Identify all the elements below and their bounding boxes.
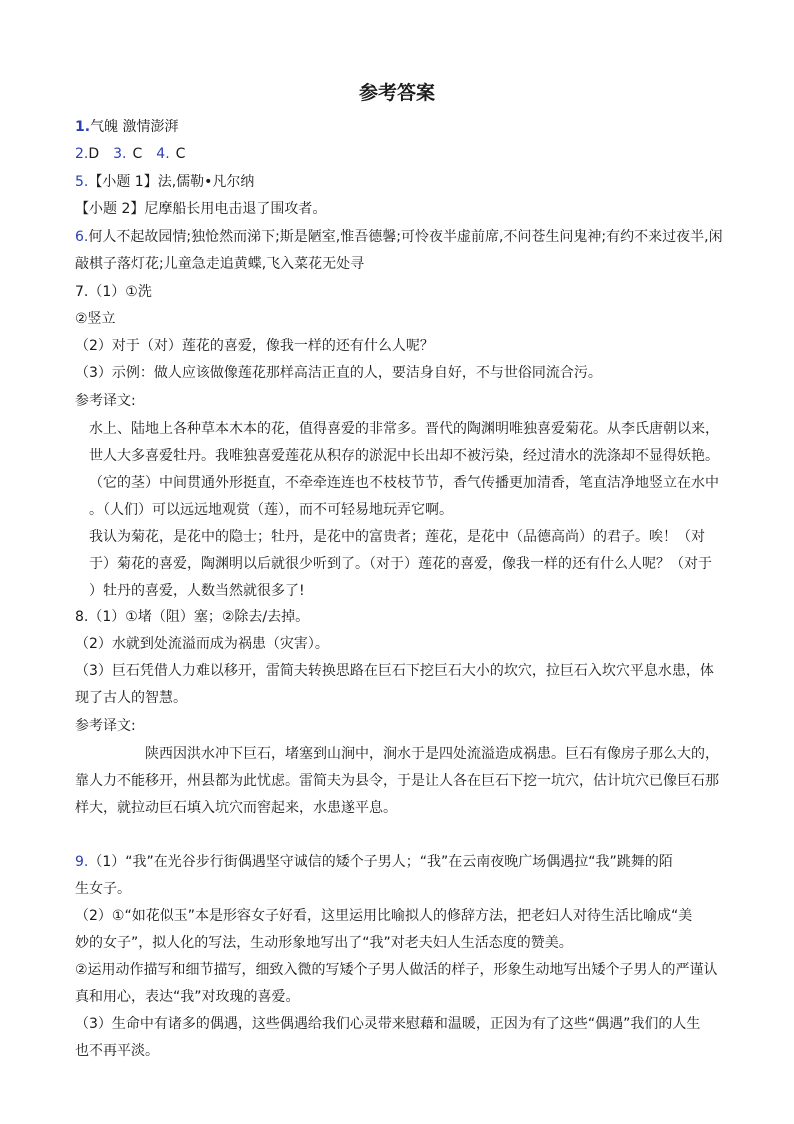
answer-5-line-2: 【小题 2】尼摩船长用电击退了围攻者。 xyxy=(75,201,327,217)
answer-5-line-1 xyxy=(75,172,254,192)
translation-line: 陕西因洪水冲下巨石，堵塞到山涧中，涧水于是四处流溢造成祸患。巨石有像房子那么大的， xyxy=(145,746,719,762)
question-number: 1. xyxy=(75,119,91,135)
question-number: 3. xyxy=(113,146,127,162)
answer-9-line-1 xyxy=(75,852,673,872)
answer-text: D xyxy=(88,146,100,162)
answer-8-line-4: 现了古人的智慧。 xyxy=(75,690,187,706)
answer-text: C xyxy=(132,146,143,162)
answer-1 xyxy=(75,117,179,137)
answer-9-line-5: ②运用动作描写和细节描写，细致入微的写矮个子男人做活的样子，形象生动地写出矮个子男人的严谨认 xyxy=(75,962,718,978)
answer-8-line-2: （2）水就到处流溢而成为祸患（灾害）。 xyxy=(75,636,329,652)
answer-text: C xyxy=(175,146,186,162)
translation-line: 世人大多喜爱牡丹。我唯独喜爱莲花从积存的淤泥中长出却不被污染，经过清水的洗涤却不显得妖艳。 xyxy=(89,448,719,464)
answer-9-line-2: 生女子。 xyxy=(75,881,131,897)
answer-text: （1）“我”在光谷步行街偶遇坚守诚信的矮个子男人；“我”在云南夜晚广场偶遇拉“我”跳舞的陌 xyxy=(88,854,673,870)
answer-9-line-4: 妙的女子”，拟人化的写法，生动形象地写出了“我”对老夫妇人生活态度的赞美。 xyxy=(75,935,573,951)
question-number: 2. xyxy=(75,146,89,162)
answer-text: （1）①堵（阻）塞；②除去/去掉。 xyxy=(88,609,310,625)
question-number: 4. xyxy=(156,146,170,162)
translation-line: （它的茎）中间贯通外形挺直，不牵牵连连也不枝枝节节，香气传播更加清香，笔直洁净地竖立在水中 xyxy=(89,475,719,491)
answer-9-line-8: 也不再平淡。 xyxy=(75,1043,159,1059)
answers-2-4 xyxy=(75,144,185,164)
translation-line: 水上、陆地上各种草本木本的花，值得喜爱的非常多。晋代的陶渊明唯独喜爱菊花。从李氏唐朝以来， xyxy=(89,421,719,437)
answer-9-line-6: 真和用心，表达“我”对玫瑰的喜爱。 xyxy=(75,989,300,1005)
question-number: 8. xyxy=(75,609,89,625)
answer-text: （1）①洗 xyxy=(88,284,152,300)
translation-line: 。（人们）可以远远地观赏（莲），而不可轻易地玩弄它啊。 xyxy=(89,502,453,518)
translation-line: 样大，就拉动巨石填入坑穴而窖起来，水患遂平息。 xyxy=(75,800,397,816)
question-number: 6. xyxy=(75,229,89,245)
question-number: 5. xyxy=(75,174,89,190)
question-number: 7. xyxy=(75,284,89,300)
translation-line: 靠人力不能移开，州县都为此忧虑。雷简夫为县令，于是让人各在巨石下挖一坑穴，估计坑穴已像巨石那 xyxy=(75,773,719,789)
answer-text: 何人不起故园情;独怆然而涕下;斯是陋室,惟吾德馨;可怜夜半虚前席,不问苍生问鬼神;有约不来过夜半,闲 xyxy=(88,229,723,245)
translation-line: 我认为菊花，是花中的隐士；牡丹，是花中的富贵者；莲花，是花中（品德高尚）的君子。唉！（对 xyxy=(89,529,705,545)
answer-7-line-3: （2）对于（对）莲花的喜爱，像我一样的还有什么人呢？ xyxy=(75,338,434,354)
page-title: 参考答案 xyxy=(358,82,435,104)
answer-8-line-1 xyxy=(75,607,309,627)
answer-7-line-1 xyxy=(75,282,152,302)
answer-7-line-4: （3）示例：做人应该做像莲花那样高洁正直的人，要洁身自好，不与世俗同流合污。 xyxy=(75,365,602,381)
answer-8-line-3: （3）巨石凭借人力难以移开，雷简夫转换思路在巨石下挖巨石大小的坎穴，拉巨石入坎穴平息水患，体 xyxy=(75,663,714,679)
question-number: 9. xyxy=(75,854,89,870)
answer-7-line-2: ②竖立 xyxy=(75,311,116,327)
answer-6-line-2: 敲棋子落灯花;儿童急走追黄蝶,飞入菜花无处寻 xyxy=(75,256,365,272)
translation-line: ）牡丹的喜爱，人数当然就很多了! xyxy=(89,583,305,599)
answer-6-line-1 xyxy=(75,227,723,247)
answer-text: 气魄 激情澎湃 xyxy=(90,119,179,135)
answer-9-line-3: （2）①“如花似玉”本是形容女子好看，这里运用比喻拟人的修辞方法，把老妇人对待生活比喻成“美 xyxy=(75,908,693,924)
translation-label: 参考译文: xyxy=(75,393,136,409)
translation-line: 于）菊花的喜爱，陶渊明以后就很少听到了。（对于）莲花的喜爱，像我一样的还有什么人呢？（对于 xyxy=(89,556,712,572)
answer-text: 【小题 1】法,儒勒•凡尔纳 xyxy=(88,174,255,190)
translation-label: 参考译文: xyxy=(75,718,136,734)
answer-9-line-7: （3）生命中有诸多的偶遇，这些偶遇给我们心灵带来慰藉和温暖，正因为有了这些“偶遇”我们的人生 xyxy=(75,1016,701,1032)
